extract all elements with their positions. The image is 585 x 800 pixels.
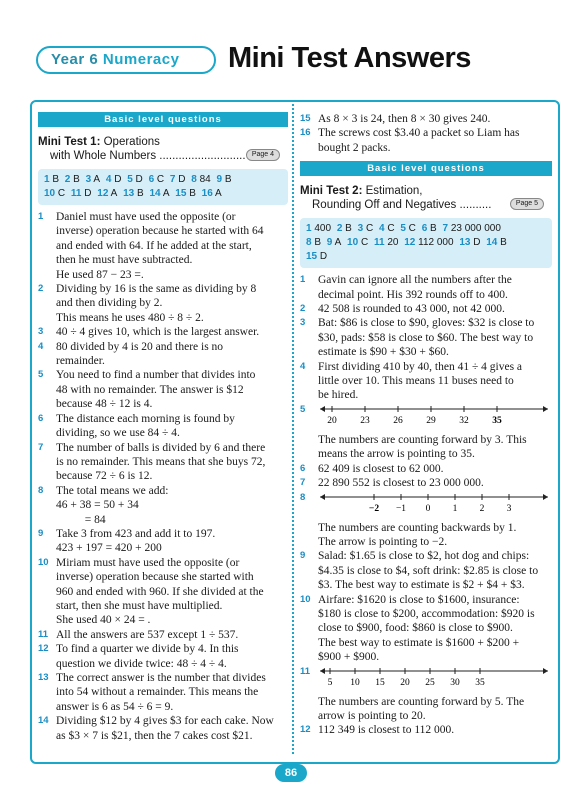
answer-item	[459, 237, 480, 248]
explanation-text	[318, 695, 552, 724]
explanation-line: Airfare: $1620 is close to $1600, insurance:	[318, 593, 520, 606]
question-number: 6	[300, 462, 306, 474]
series-tag-prefix: Year 6	[51, 51, 99, 68]
question-number: 8	[38, 484, 44, 496]
explanation-line: little over 10. This means 11 buses need to	[318, 375, 514, 388]
answer-number: 7	[442, 223, 449, 235]
answer-value: 112 000	[418, 237, 454, 249]
answer-number: 11	[70, 188, 82, 199]
explanation-line: $30, pads: $58 is close to $60. The best way to	[318, 331, 534, 344]
test-label: Mini Test 2:	[300, 185, 363, 198]
question-number: 10	[300, 593, 311, 605]
answer-number: 2	[64, 174, 71, 185]
question-number: 11	[300, 665, 311, 677]
answer-number: 13	[459, 237, 471, 249]
question-number: 16	[300, 127, 311, 139]
answer-item	[306, 251, 327, 262]
answer-item	[191, 174, 210, 185]
explanation-line: Dividing by 16 is the same as dividing by 8	[56, 283, 257, 296]
explanation-line: 22 890 552 is closest to 23 000 000.	[318, 477, 484, 490]
explanation-line: The numbers are counting forward by 3. This	[318, 433, 527, 446]
explanation-item	[38, 527, 288, 556]
number-line-svg	[318, 403, 550, 431]
explanation-line: Salad: $1.65 is close to $2, hot dog and chips:	[318, 550, 530, 563]
explanation-line: Bat: $86 is close to $90, gloves: $32 is close to	[318, 317, 535, 330]
answer-item	[44, 188, 65, 199]
answer-item	[379, 223, 395, 234]
explanation-line: as $3 × 7 is $21, then the 7 cakes cost $21.	[56, 729, 253, 742]
test-title-line1: Estimation,	[365, 185, 423, 198]
question-number: 8	[300, 491, 306, 503]
number-line-label: 30	[450, 677, 460, 688]
page-reference-badge: Page 5	[510, 198, 544, 210]
explanation-line: The numbers are counting backwards by 1.	[318, 521, 517, 534]
explanation-line: 80 divided by 4 is 20 and there is no	[56, 340, 224, 353]
page-title: Mini Test Answers	[228, 42, 471, 74]
number-line-label: 35	[475, 677, 485, 688]
page-reference-badge: Page 4	[246, 149, 280, 161]
explanation-line: Dividing $12 by 4 gives $3 for each cake. Now	[56, 715, 274, 728]
answer-number: 13	[123, 188, 135, 199]
explanation-line: 40 ÷ 4 gives 10, which is the largest answer.	[56, 326, 260, 339]
answer-item	[422, 223, 437, 234]
explanation-item	[300, 126, 552, 155]
answer-value: 20	[387, 237, 399, 249]
answer-value: C	[360, 237, 369, 249]
answer-number: 5	[400, 223, 406, 235]
number-line	[318, 665, 552, 695]
answer-value: B	[224, 174, 232, 185]
explanation-item	[38, 484, 288, 527]
answer-number: 8	[191, 174, 197, 185]
explanation-line: The screws cost $3.40 a packet so Liam has	[318, 127, 520, 140]
explanation-line: answer is 6 as 54 ÷ 6 = 9.	[56, 700, 174, 713]
number-line-label: 25	[425, 677, 435, 688]
test-title-line2: with Whole Numbers	[50, 150, 157, 162]
answer-value: B	[345, 223, 352, 235]
number-line-arrowhead	[543, 668, 548, 674]
explanation-item	[38, 210, 288, 282]
test-title-line1: Operations	[103, 136, 160, 148]
answer-number: 7	[169, 174, 176, 185]
explanation-item	[38, 282, 288, 325]
answer-value: A	[215, 188, 222, 199]
answer-value: D	[473, 237, 481, 249]
number-line-label: 15	[375, 677, 385, 688]
answer-number: 4	[105, 174, 112, 185]
page-number: 86	[275, 764, 307, 782]
explanation-line: because 72 ÷ 6 is 12.	[56, 470, 153, 483]
explanation-item	[38, 671, 288, 714]
explanation-line: because 48 ÷ 12 is 4.	[56, 398, 153, 411]
explanation-line: means the arrow is pointing to 35.	[318, 448, 475, 461]
answer-item	[123, 188, 144, 199]
explanation-line: The best way to estimate is $1600 + $200 +	[318, 636, 520, 649]
explanation-line: arrow is pointing to 20.	[318, 709, 426, 722]
answer-item	[400, 223, 416, 234]
question-number: 7	[300, 477, 306, 489]
left-column	[38, 112, 288, 743]
test-title-line2: Rounding Off and Negatives	[312, 199, 457, 212]
question-number: 5	[300, 403, 306, 415]
answer-value: D	[84, 188, 92, 199]
explanation-line: then he must have subtracted.	[56, 254, 193, 267]
number-line-label: −1	[395, 503, 407, 514]
explanation-item	[38, 325, 288, 339]
answer-number: 16	[201, 188, 213, 199]
explanation-line: and ended with 64. If he added at the start,	[56, 239, 252, 252]
explanation-line: $3. The best way to estimate is $2 + $4 + $3.	[318, 579, 525, 592]
answer-number: 15	[306, 251, 318, 263]
answer-item	[217, 174, 232, 185]
question-number: 2	[300, 303, 306, 315]
explanation-item	[38, 556, 288, 628]
mini-test-heading: Mini Test 2: Estimation, Rounding Off and Negatives .......... Page 5	[300, 184, 552, 212]
answer-value: A	[110, 188, 118, 199]
number-line-label: 10	[350, 677, 360, 688]
explanation-item	[300, 462, 552, 476]
question-number: 14	[38, 715, 49, 727]
answer-number: 3	[357, 223, 364, 235]
explanation-line: = 84	[56, 513, 106, 526]
explanation-item	[38, 628, 288, 642]
number-line-label: 20	[400, 677, 410, 688]
number-line-label: 32	[459, 415, 469, 426]
number-line-arrowhead	[543, 494, 548, 500]
explanation-item	[300, 476, 552, 490]
answer-number: 2	[336, 223, 343, 235]
explanation-line: bought 2 packs.	[318, 141, 391, 154]
answer-value: 23 000 000	[450, 223, 501, 235]
answer-item	[337, 223, 352, 234]
answer-value: D	[114, 174, 122, 185]
answer-number: 12	[97, 188, 109, 199]
section-heading: Basic level questions	[38, 112, 288, 127]
explanation-item	[300, 593, 552, 665]
explanation-list	[38, 210, 288, 743]
explanation-line: decimal point. His 392 rounds off to 400.	[318, 288, 508, 301]
answer-value: D	[135, 174, 143, 185]
answer-number: 1	[306, 223, 312, 235]
explanation-line: The correct answer is the number that divides	[56, 672, 266, 684]
explanation-item	[38, 441, 288, 484]
answer-value: 400	[314, 223, 332, 235]
answer-number: 9	[326, 237, 333, 249]
answer-item	[486, 237, 507, 248]
number-line-label: 5	[327, 677, 333, 688]
right-column	[300, 112, 552, 738]
explanation-line: $180 is close to $200, accommodation: $920 is	[318, 607, 535, 620]
question-number: 4	[300, 360, 306, 372]
number-line-arrowhead	[543, 406, 548, 412]
explanation-line: and then dividing by 2.	[56, 297, 163, 310]
explanation-line: The total means we add:	[56, 484, 169, 497]
answer-item	[86, 174, 100, 185]
explanation-list-continued	[300, 112, 552, 155]
answer-value: C	[57, 188, 66, 199]
explanation-text	[318, 433, 552, 462]
answer-number: 6	[421, 223, 428, 235]
number-line-label: 26	[393, 415, 403, 426]
question-number: 4	[38, 340, 44, 352]
number-line-label: 0	[425, 503, 431, 514]
explanation-item	[38, 412, 288, 441]
question-number: 2	[38, 283, 44, 295]
question-number: 6	[38, 412, 44, 424]
explanation-line: 423 + 197 = 420 + 200	[56, 542, 162, 555]
question-number: 9	[38, 527, 44, 539]
explanation-line: be hired.	[318, 389, 359, 402]
answer-value: B	[52, 174, 60, 185]
question-number: 3	[300, 317, 306, 329]
answer-number: 3	[85, 174, 92, 185]
answer-number: 1	[44, 174, 50, 185]
answer-number: 6	[148, 174, 155, 185]
question-number: 13	[38, 672, 49, 683]
explanation-line: The numbers are counting forward by 5. The	[318, 695, 525, 708]
explanation-line: dividing, so we use 84 ÷ 4.	[56, 427, 180, 440]
answer-item	[347, 237, 368, 248]
number-line-label: 2	[479, 503, 485, 514]
answer-item	[97, 188, 117, 199]
number-line-question	[300, 403, 552, 462]
number-line-arrowhead	[320, 494, 325, 500]
answer-number: 4	[378, 223, 385, 235]
mini-test-heading: Mini Test 1: Operations with Whole Numbers ........................... Page 4	[38, 135, 288, 163]
answer-value: C	[387, 223, 395, 235]
answer-number: 9	[216, 174, 223, 185]
number-line-arrowhead	[320, 668, 325, 674]
answer-number: 14	[149, 188, 161, 199]
answer-value: B	[430, 223, 437, 235]
explanation-line: inverse) operation because he started with 64	[56, 225, 264, 238]
explanation-item	[38, 340, 288, 369]
question-number: 15	[300, 113, 311, 124]
explanation-item	[300, 273, 552, 302]
explanation-line: Gavin can ignore all the numbers after the	[318, 274, 512, 287]
answer-number: 8	[306, 237, 312, 249]
answer-value: B	[314, 237, 322, 249]
test-label: Mini Test 1:	[38, 136, 101, 148]
number-line	[318, 491, 552, 521]
number-line-question	[300, 491, 552, 550]
answer-item	[306, 237, 321, 248]
number-line-question	[300, 665, 552, 724]
answer-value: C	[156, 174, 165, 185]
explanation-line: $900 + $900.	[318, 651, 380, 664]
explanation-line: You need to find a number that divides into	[56, 369, 256, 382]
question-number: 12	[300, 724, 311, 736]
explanation-item	[38, 368, 288, 411]
answer-value: A	[93, 174, 101, 185]
explanation-item	[300, 316, 552, 359]
page-header	[0, 0, 585, 92]
column-divider	[292, 104, 294, 754]
explanation-line: 960 and ended with 960. If she divided at the	[56, 585, 264, 598]
answer-item	[106, 174, 122, 185]
answer-value: A	[334, 237, 342, 249]
explanation-item	[300, 549, 552, 592]
answer-value: A	[162, 188, 170, 199]
question-number: 11	[38, 628, 49, 640]
answer-number: 12	[404, 237, 416, 249]
explanation-line: start, then she must have multiplied.	[56, 599, 223, 612]
answer-item	[374, 237, 398, 248]
answer-item	[149, 174, 165, 185]
explanation-line: All the answers are 537 except 1 ÷ 537.	[56, 628, 239, 641]
explanation-list	[300, 273, 552, 738]
explanation-line: The number of balls is divided by 6 and there	[56, 441, 266, 454]
answer-item	[327, 237, 341, 248]
series-tag	[36, 46, 216, 74]
explanation-line: The distance each morning is found by	[56, 412, 235, 425]
answer-item	[170, 174, 186, 185]
answer-value: D	[319, 251, 328, 263]
question-number: 9	[300, 550, 306, 562]
explanation-line: Take 3 from 423 and add it to 197.	[56, 527, 216, 540]
answer-value: B	[137, 188, 144, 199]
answer-number: 10	[347, 237, 359, 249]
explanation-line: Daniel must have used the opposite (or	[56, 211, 236, 223]
number-line-label: 23	[360, 415, 370, 426]
question-number: 7	[38, 441, 44, 453]
number-line-label: −2	[368, 503, 380, 514]
explanation-line: First dividing 410 by 40, then 41 ÷ 4 gives a	[318, 360, 523, 373]
explanation-line: inverse) operation because she started with	[56, 571, 254, 584]
series-tag-subject: Numeracy	[102, 51, 180, 68]
explanation-line: 46 + 38 = 50 + 34	[56, 499, 139, 512]
explanation-item	[300, 302, 552, 316]
explanation-line: To find a quarter we divide by 4. In this	[56, 643, 239, 656]
explanation-line: Miriam must have used the opposite (or	[56, 556, 240, 569]
explanation-item	[300, 360, 552, 403]
answer-number: 10	[44, 188, 56, 199]
explanation-line: The arrow is pointing to −2.	[318, 535, 448, 548]
number-line-arrowhead	[320, 406, 325, 412]
explanation-line: is no remainder. This means that she buys 72,	[56, 455, 266, 468]
explanation-line: She used 40 × 24 = .	[56, 614, 151, 627]
number-line-label: 3	[506, 503, 512, 514]
answer-item	[175, 188, 196, 199]
explanation-line: This means he uses 480 ÷ 8 ÷ 2.	[56, 311, 204, 324]
answer-value: B	[500, 237, 507, 249]
explanation-item	[300, 112, 552, 126]
answer-item	[71, 188, 92, 199]
number-line-label: 35	[492, 415, 502, 426]
explanation-line: into 54 without a remainder. This means the	[56, 686, 259, 699]
answer-item	[202, 188, 222, 199]
answer-item	[306, 223, 331, 234]
explanation-item	[38, 714, 288, 743]
question-number: 10	[38, 556, 49, 568]
answer-key	[38, 169, 288, 205]
answer-item	[44, 174, 59, 185]
answer-item	[149, 188, 169, 199]
explanation-line: $4.35 is close to $4, soft drink: $2.85 is close to	[318, 564, 539, 577]
explanation-line: estimate is $90 + $30 + $60.	[318, 346, 449, 359]
answer-value: B	[73, 174, 80, 185]
answer-value: C	[408, 223, 416, 235]
answer-key	[300, 218, 552, 268]
question-number: 12	[38, 643, 49, 655]
question-number: 5	[38, 369, 44, 381]
answer-item	[65, 174, 80, 185]
explanation-item	[38, 642, 288, 671]
number-line-svg	[318, 665, 550, 693]
answer-item	[358, 223, 374, 234]
question-number: 1	[38, 211, 44, 222]
section-heading: Basic level questions	[300, 161, 552, 176]
explanation-line: close to $900, food: $860 is close to $900.	[318, 622, 513, 635]
number-line	[318, 403, 552, 433]
answer-number: 5	[127, 174, 133, 185]
number-line-svg	[318, 491, 550, 519]
explanation-line: remainder.	[56, 355, 105, 368]
answer-value: C	[365, 223, 374, 235]
answer-number: 15	[175, 188, 187, 199]
answer-value: 84	[199, 174, 211, 185]
answer-value: B	[189, 188, 196, 199]
number-line-label: 29	[426, 415, 436, 426]
answer-item	[404, 237, 453, 248]
question-number: 3	[38, 326, 44, 338]
explanation-line: question we divide twice: 48 ÷ 4 ÷ 4.	[56, 657, 227, 670]
answer-value: D	[178, 174, 186, 185]
explanation-line: He used 87 − 23 =.	[56, 268, 144, 281]
question-number: 1	[300, 274, 306, 286]
explanation-line: 62 409 is closest to 62 000.	[318, 462, 444, 475]
number-line-label: 1	[452, 503, 458, 514]
explanation-line: As 8 × 3 is 24, then 8 × 30 gives 240.	[318, 113, 491, 125]
answer-number: 14	[486, 237, 498, 249]
answer-item	[127, 174, 143, 185]
explanation-item	[300, 723, 552, 737]
explanation-line: 112 349 is closest to 112 000.	[318, 724, 455, 737]
answer-item	[442, 223, 500, 234]
explanation-line: 42 508 is rounded to 43 000, not 42 000.	[318, 303, 505, 316]
number-line-label: 20	[327, 415, 337, 426]
explanation-text	[318, 521, 552, 550]
answer-number: 11	[373, 237, 385, 249]
explanation-line: 48 with no remainder. The answer is $12	[56, 383, 244, 396]
